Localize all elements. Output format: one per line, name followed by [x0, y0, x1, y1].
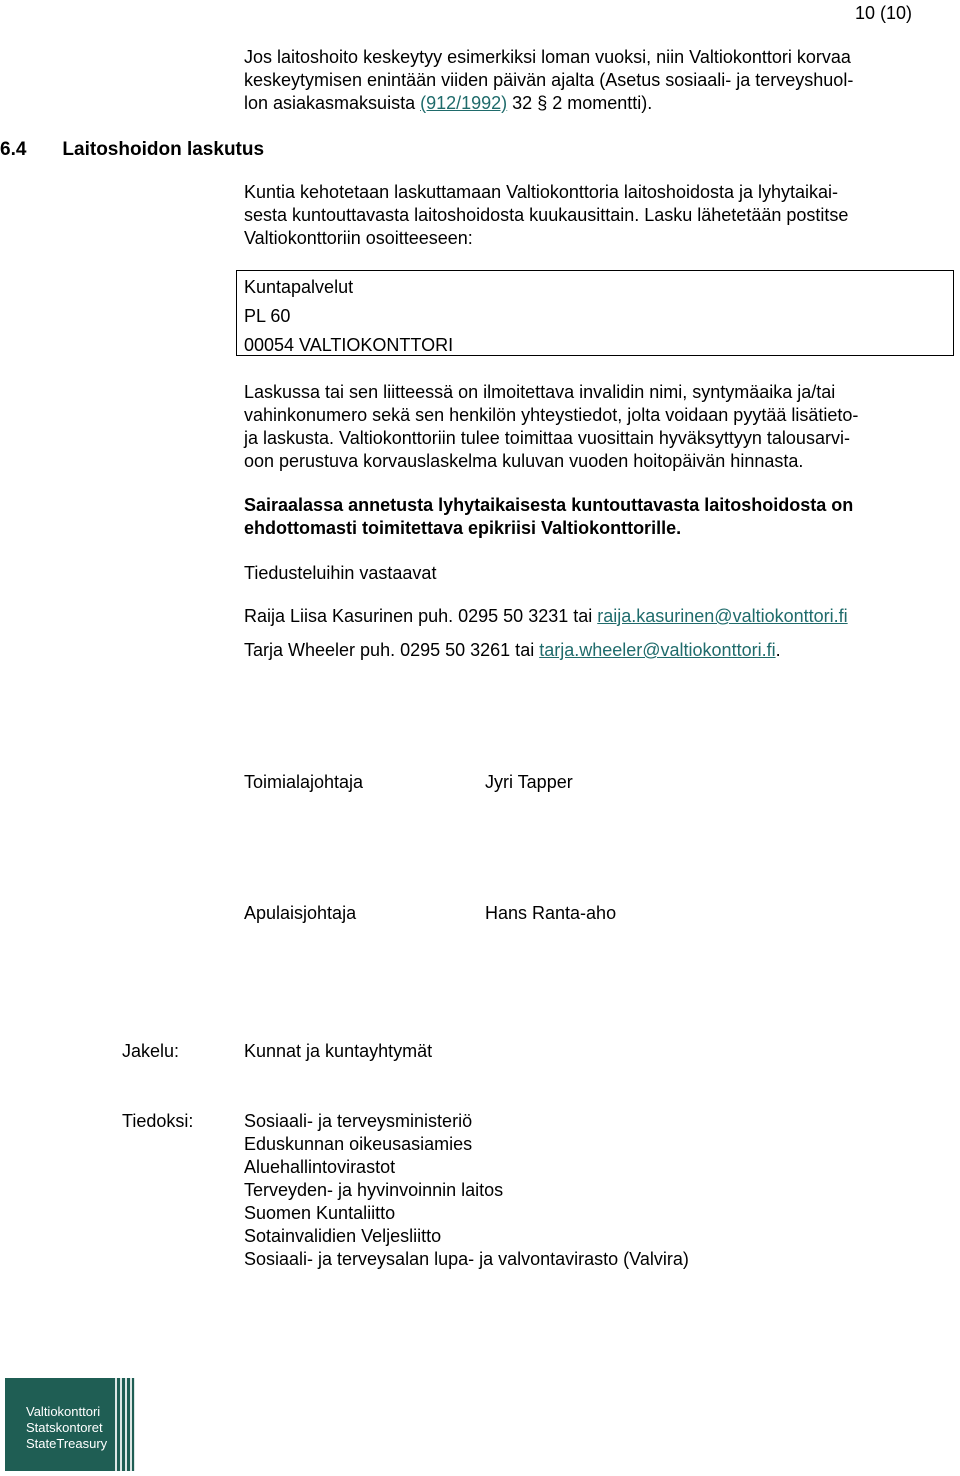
- jakelu-value: Kunnat ja kuntayhtymät: [244, 1041, 433, 1061]
- logo-stripes-icon: [113, 1378, 137, 1471]
- section-number: 6.4: [0, 139, 27, 160]
- intro-line: Jos laitoshoito keskeytyy esimerkiksi loman vuoksi, niin Valtiokonttori korvaa: [244, 47, 851, 67]
- tiedoksi-label: Tiedoksi:: [122, 1111, 194, 1131]
- paragraph-line: Valtiokonttoriin osoitteeseen:: [244, 228, 473, 248]
- logo-line: StateTreasury: [26, 1436, 108, 1451]
- billing-paragraph: [244, 181, 944, 250]
- email-link[interactable]: tarja.wheeler@valtiokonttori.fi: [539, 640, 776, 660]
- contacts-heading: Tiedusteluihin vastaavat: [244, 563, 437, 583]
- address-line: 00054 VALTIOKONTTORI: [244, 335, 454, 355]
- paragraph-line: ja laskusta. Valtiokonttoriin tulee toimittaa vuosittain hyväksyttyyn talousarvi-: [244, 428, 850, 448]
- valtiokonttori-logo: [5, 1378, 135, 1471]
- tiedoksi-list: [244, 1110, 944, 1271]
- section-heading: [0, 138, 264, 161]
- intro-line: [244, 92, 944, 115]
- jakelu-label: Jakelu:: [122, 1041, 180, 1061]
- contact-text: .: [775, 640, 781, 660]
- notice-line: Sairaalassa annetusta lyhytaikaisesta kuntouttavasta laitoshoidosta on: [244, 495, 854, 515]
- paragraph-line: oon perustuva korvauslaskelma kuluvan vuoden hoitopäivän hinnasta.: [244, 451, 804, 471]
- list-item: Sosiaali- ja terveysministeriö: [244, 1111, 473, 1131]
- address-line: Kuntapalvelut: [244, 277, 354, 297]
- contact-row: [244, 605, 944, 628]
- notice-line: ehdottomasti toimitettava epikriisi Valtiokonttorille.: [244, 518, 682, 538]
- contact-text: Raija Liisa Kasurinen puh. 0295 50 3231 tai: [244, 606, 598, 626]
- list-item: Eduskunnan oikeusasiamies: [244, 1134, 473, 1154]
- logo-text: [26, 1404, 107, 1452]
- paragraph-line: vahinkonumero sekä sen henkilön yhteystiedot, jolta voidaan pyytää lisätieto-: [244, 405, 859, 425]
- signature-title: Apulaisjohtaja: [244, 903, 357, 923]
- intro-text: lon asiakasmaksuista: [244, 93, 421, 113]
- bold-notice: [244, 494, 944, 540]
- paragraph-line: Kuntia kehotetaan laskuttamaan Valtiokonttoria laitoshoidosta ja lyhytaikai-: [244, 182, 839, 202]
- email-link[interactable]: raija.kasurinen@valtiokonttori.fi: [597, 606, 848, 626]
- paragraph-line: sesta kuntouttavasta laitoshoidosta kuukausittain. Lasku lähetetään postitse: [244, 205, 849, 225]
- list-item: Sotainvalidien Veljesliitto: [244, 1226, 442, 1246]
- signature-name: Hans Ranta-aho: [485, 903, 617, 923]
- intro-paragraph: [244, 46, 944, 115]
- intro-line: keskeytymisen enintään viiden päivän ajalta (Asetus sosiaali- ja terveyshuol-: [244, 70, 854, 90]
- logo-line: Statskontoret: [26, 1420, 103, 1435]
- contact-text: Tarja Wheeler puh. 0295 50 3261 tai: [244, 640, 540, 660]
- address-line: PL 60: [244, 306, 291, 326]
- contact-row: [244, 639, 944, 662]
- intro-text: 32 § 2 momentti).: [507, 93, 653, 113]
- list-item: Aluehallintovirastot: [244, 1157, 396, 1177]
- list-item: Terveyden- ja hyvinvoinnin laitos: [244, 1180, 504, 1200]
- paragraph-line: Laskussa tai sen liitteessä on ilmoitettava invalidin nimi, syntymäaika ja/tai: [244, 382, 836, 402]
- section-title: Laitoshoidon laskutus: [62, 139, 265, 160]
- invoice-requirements-paragraph: [244, 381, 944, 473]
- signature-name: Jyri Tapper: [485, 772, 573, 792]
- page-number: 10 (10): [854, 3, 912, 23]
- list-item: Sosiaali- ja terveysalan lupa- ja valvontavirasto (Valvira): [244, 1249, 689, 1269]
- signature-title: Toimialajohtaja: [244, 772, 364, 792]
- statute-link[interactable]: (912/1992): [420, 93, 508, 113]
- list-item: Suomen Kuntaliitto: [244, 1203, 396, 1223]
- logo-line: Valtiokonttori: [26, 1404, 101, 1419]
